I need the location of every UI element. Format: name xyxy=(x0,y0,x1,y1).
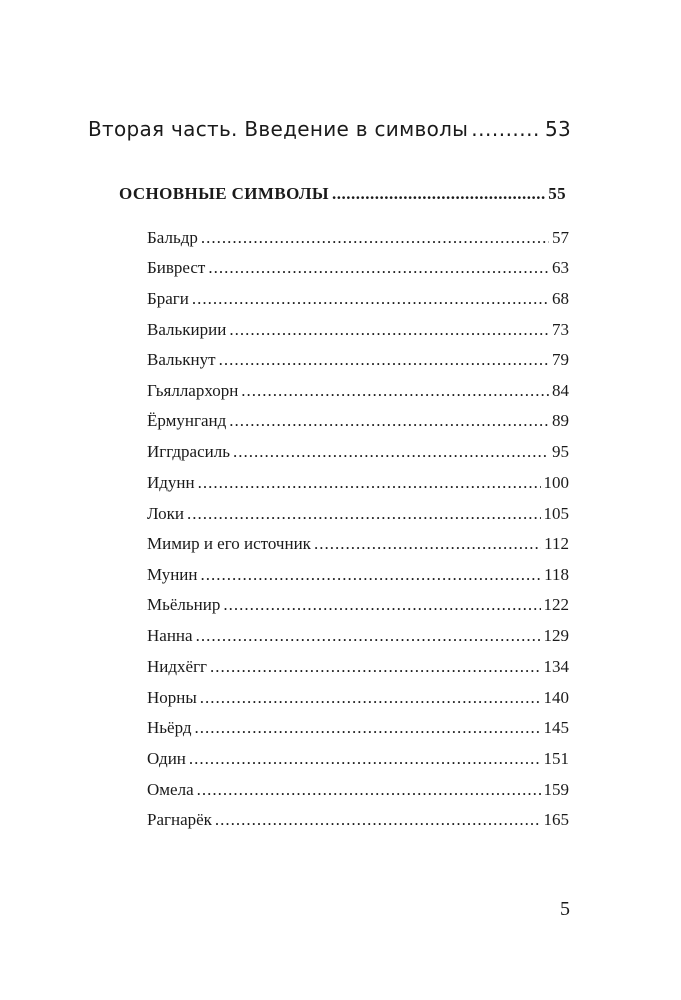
toc-entry xyxy=(147,442,569,462)
toc-entry xyxy=(147,810,569,830)
dot-leader xyxy=(208,258,549,278)
entry-title: Валькирии xyxy=(147,320,227,339)
page-number: 5 xyxy=(560,898,570,920)
entry-title: Один xyxy=(147,749,186,768)
entry-title: Мьёльнир xyxy=(147,595,221,614)
entry-page: 68 xyxy=(552,289,569,308)
dot-leader xyxy=(192,289,549,309)
dot-leader xyxy=(201,565,542,585)
entry-page: 134 xyxy=(543,657,569,676)
toc-entry xyxy=(147,473,569,493)
section-page: 55 xyxy=(548,184,566,203)
dot-leader xyxy=(196,626,541,646)
entry-page: 140 xyxy=(543,688,569,707)
dot-leader xyxy=(223,595,540,615)
entry-page: 129 xyxy=(543,626,569,645)
toc-entry xyxy=(147,381,569,401)
entry-page: 79 xyxy=(552,350,569,369)
toc-entry xyxy=(147,534,569,554)
toc-entry xyxy=(147,228,569,248)
entry-page: 159 xyxy=(543,780,569,799)
dot-leader xyxy=(229,320,549,340)
entry-page: 84 xyxy=(552,381,569,400)
entry-page: 100 xyxy=(543,473,569,492)
entry-title: Иггдрасиль xyxy=(147,442,230,461)
part-page: 53 xyxy=(544,117,571,141)
entry-title: Омела xyxy=(147,780,194,799)
toc-entry xyxy=(147,595,569,615)
entry-title: Ёрмунганд xyxy=(147,411,227,430)
dot-leader xyxy=(189,749,541,769)
dot-leader xyxy=(187,504,541,524)
entry-title: Гьяллархорн xyxy=(147,381,239,400)
toc-entry xyxy=(147,626,569,646)
toc-entry xyxy=(147,780,569,800)
toc-entry xyxy=(147,504,569,524)
toc-part-heading xyxy=(88,117,571,141)
entry-page: 118 xyxy=(544,565,569,584)
entry-page: 57 xyxy=(552,228,569,247)
toc-entry xyxy=(147,718,569,738)
entry-title: Валькнут xyxy=(147,350,216,369)
entry-page: 105 xyxy=(543,504,569,523)
entry-title: Мимир и его источник xyxy=(147,534,311,553)
entry-title: Рагнарёк xyxy=(147,810,212,829)
dot-leader xyxy=(233,442,549,462)
dot-leader xyxy=(198,473,541,493)
dot-leader xyxy=(197,780,541,800)
dot-leader xyxy=(471,117,542,141)
entry-title: Норны xyxy=(147,688,197,707)
toc-entry xyxy=(147,749,569,769)
entry-title: Ньёрд xyxy=(147,718,192,737)
dot-leader xyxy=(229,411,549,431)
dot-leader xyxy=(314,534,541,554)
dot-leader xyxy=(332,184,545,204)
entry-title: Локи xyxy=(147,504,184,523)
toc-entry xyxy=(147,258,569,278)
toc-entry xyxy=(147,657,569,677)
dot-leader xyxy=(219,350,549,370)
dot-leader xyxy=(200,688,541,708)
entry-page: 112 xyxy=(544,534,569,553)
entry-title: Идунн xyxy=(147,473,195,492)
entry-title: Мунин xyxy=(147,565,198,584)
entry-title: Нидхёгг xyxy=(147,657,208,676)
entry-title: Биврест xyxy=(147,258,206,277)
toc-entry xyxy=(147,411,569,431)
entry-title: Бальдр xyxy=(147,228,198,247)
entry-page: 63 xyxy=(552,258,569,277)
dot-leader xyxy=(215,810,541,830)
dot-leader xyxy=(241,381,549,401)
toc-entry xyxy=(147,688,569,708)
entry-page: 165 xyxy=(543,810,569,829)
toc-entry xyxy=(147,289,569,309)
entry-page: 151 xyxy=(543,749,569,768)
entry-page: 122 xyxy=(543,595,569,614)
dot-leader xyxy=(201,228,549,248)
entry-page: 95 xyxy=(552,442,569,461)
toc-section-heading xyxy=(119,184,566,204)
entry-page: 145 xyxy=(543,718,569,737)
entry-page: 73 xyxy=(552,320,569,339)
section-title: ОСНОВНЫЕ СИМВОЛЫ xyxy=(119,184,330,203)
toc-entry xyxy=(147,565,569,585)
toc-entry xyxy=(147,350,569,370)
entry-title: Браги xyxy=(147,289,189,308)
entry-title: Нанна xyxy=(147,626,193,645)
dot-leader xyxy=(195,718,541,738)
part-title: Вторая часть. Введение в символы xyxy=(88,117,469,141)
toc-entry xyxy=(147,320,569,340)
entry-page: 89 xyxy=(552,411,569,430)
dot-leader xyxy=(210,657,540,677)
